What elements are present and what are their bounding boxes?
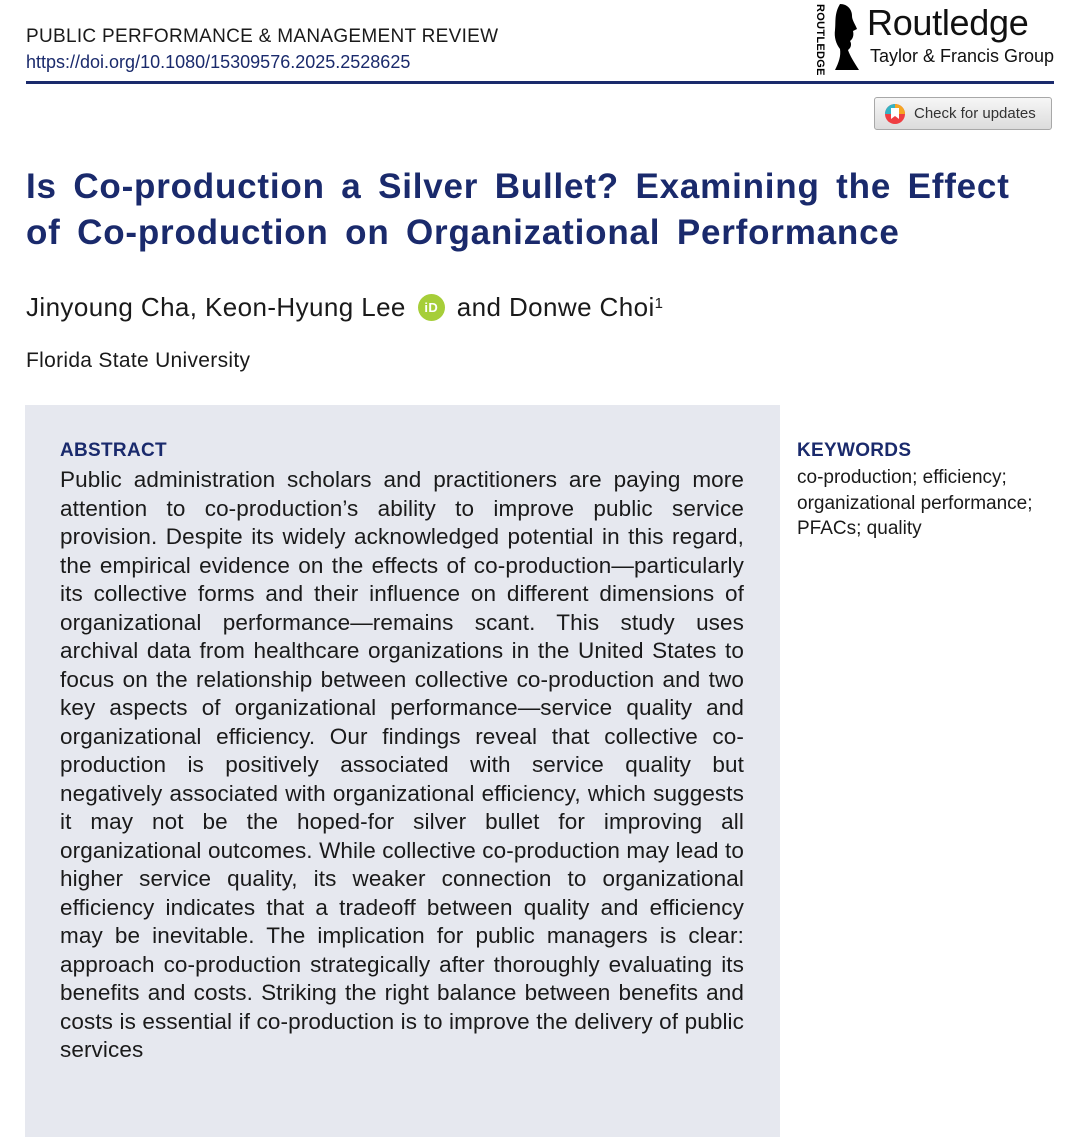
- header-rule: [26, 81, 1054, 84]
- keywords-heading: KEYWORDS: [797, 440, 912, 461]
- check-for-updates-label: Check for updates: [914, 105, 1036, 122]
- check-for-updates-button[interactable]: [874, 97, 1052, 130]
- affiliation-marker: 1: [654, 295, 664, 312]
- publisher-logo: [806, 0, 1061, 74]
- doi-link[interactable]: https://doi.org/10.1080/15309576.2025.2528625: [26, 52, 411, 72]
- abstract-heading: ABSTRACT: [60, 440, 167, 461]
- orcid-icon[interactable]: iD: [418, 294, 445, 321]
- crossmark-icon: [884, 103, 906, 125]
- publisher-group: Taylor & Francis Group: [870, 46, 1055, 66]
- abstract-text: Public administration scholars and practitioners are paying more attention to co-production’s ability to improve public service provision. Despite its widely acknowledged potential in this regard, the empirical evidence on the effects of co-production—particularly its collective forms and their influence on different dimensions of organizational performance—remains scant. This study uses archival data from healthcare organizations in the United States to focus on the relationship between collective co-production and two key aspects of organizational performance—service quality and organizational efficiency. Our findings reveal that collective co-production is positively associated with service quality but negatively associated with organizational efficiency, which suggests it may not be the hoped-for silver bullet for improving all organizational outcomes. While collective co-production may lead to higher service quality, its weaker connection to organizational efficiency indicates that a tradeoff between quality and efficiency may be inevitable. The implication for public managers is clear: approach co-production strategically after thoroughly evaluating its benefits and costs. Striking the right balance between benefits and costs is essential if co-production is to improve the delivery of public services: [60, 467, 744, 1062]
- affiliation: Florida State University: [26, 349, 251, 372]
- authors-first: Jinyoung Cha, Keon-Hyung Lee: [26, 292, 406, 322]
- keywords-text: co-production; efficiency; organizational performance; PFACs; quality: [797, 467, 1033, 539]
- author-list: [26, 292, 663, 323]
- publisher-name: Routledge: [867, 2, 1029, 43]
- routledge-profile-logo: [830, 2, 860, 72]
- journal-name: PUBLIC PERFORMANCE & MANAGEMENT REVIEW: [26, 26, 499, 47]
- authors-last: and Donwe Choi: [456, 292, 655, 322]
- publisher-vertical-label: ROUTLEDGE: [814, 4, 826, 76]
- article-title: Is Co-production a Silver Bullet? Examining the Effect of Co-production on Organizational Performance: [26, 167, 1010, 252]
